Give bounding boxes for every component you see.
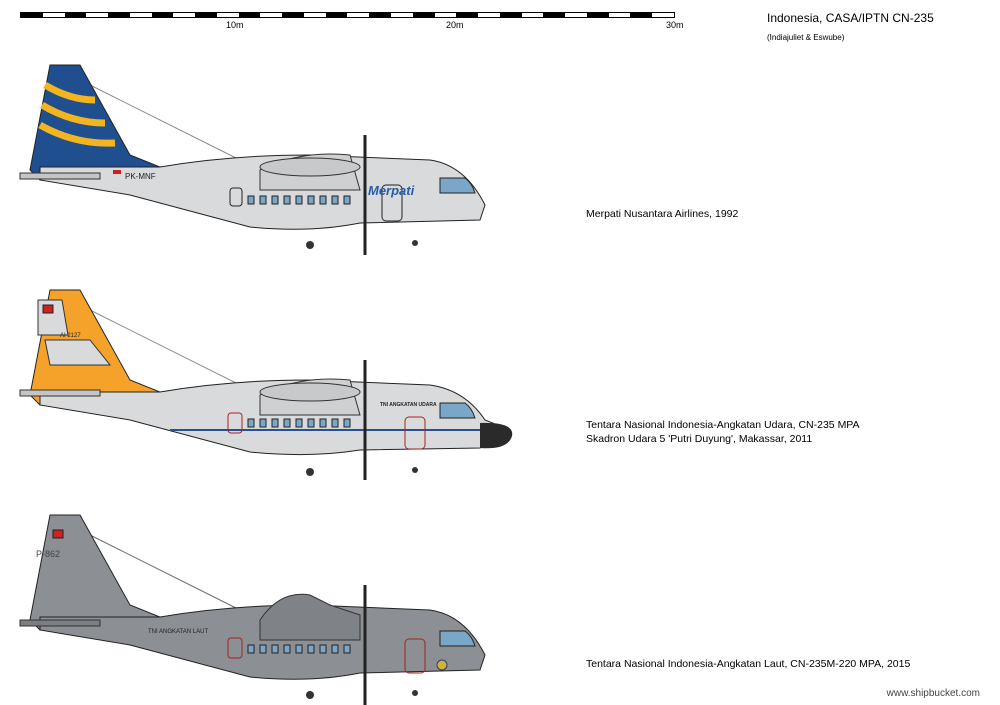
aircraft-profile-tni-al [10, 505, 520, 705]
aircraft-registration: AI 2127 [60, 333, 81, 339]
aircraft-caption-3: Tentara Nasional Indonesia-Angkatan Laut, CN-235M-220 MPA, 2015 [586, 658, 911, 670]
scale-bar [20, 12, 675, 18]
livery-text: Merpati [368, 183, 415, 198]
scale-label-20m: 20m [446, 20, 464, 30]
aircraft-registration: P-862 [36, 549, 61, 559]
page-title: Indonesia, CASA/IPTN CN-235 [767, 11, 934, 25]
livery-text: TNI ANGKATAN UDARA [380, 402, 437, 408]
author-credit: (Indiajuliet & Eswube) [767, 33, 845, 42]
aircraft-registration: PK-MNF [125, 172, 156, 181]
aircraft-profile-tni-au [10, 280, 520, 480]
scale-label-30m: 30m [666, 20, 684, 30]
aircraft-profile-merpati [10, 55, 520, 255]
site-watermark: www.shipbucket.com [886, 688, 980, 699]
aircraft-caption-1: Merpati Nusantara Airlines, 1992 [586, 208, 739, 220]
scale-label-10m: 10m [226, 20, 244, 30]
aircraft-caption-2: Tentara Nasional Indonesia-Angkatan Udara, CN-235 MPA Skadron Udara 5 'Putri Duyung', Makassar, 2011 [586, 419, 860, 445]
livery-text: TNI ANGKATAN LAUT [148, 629, 209, 635]
